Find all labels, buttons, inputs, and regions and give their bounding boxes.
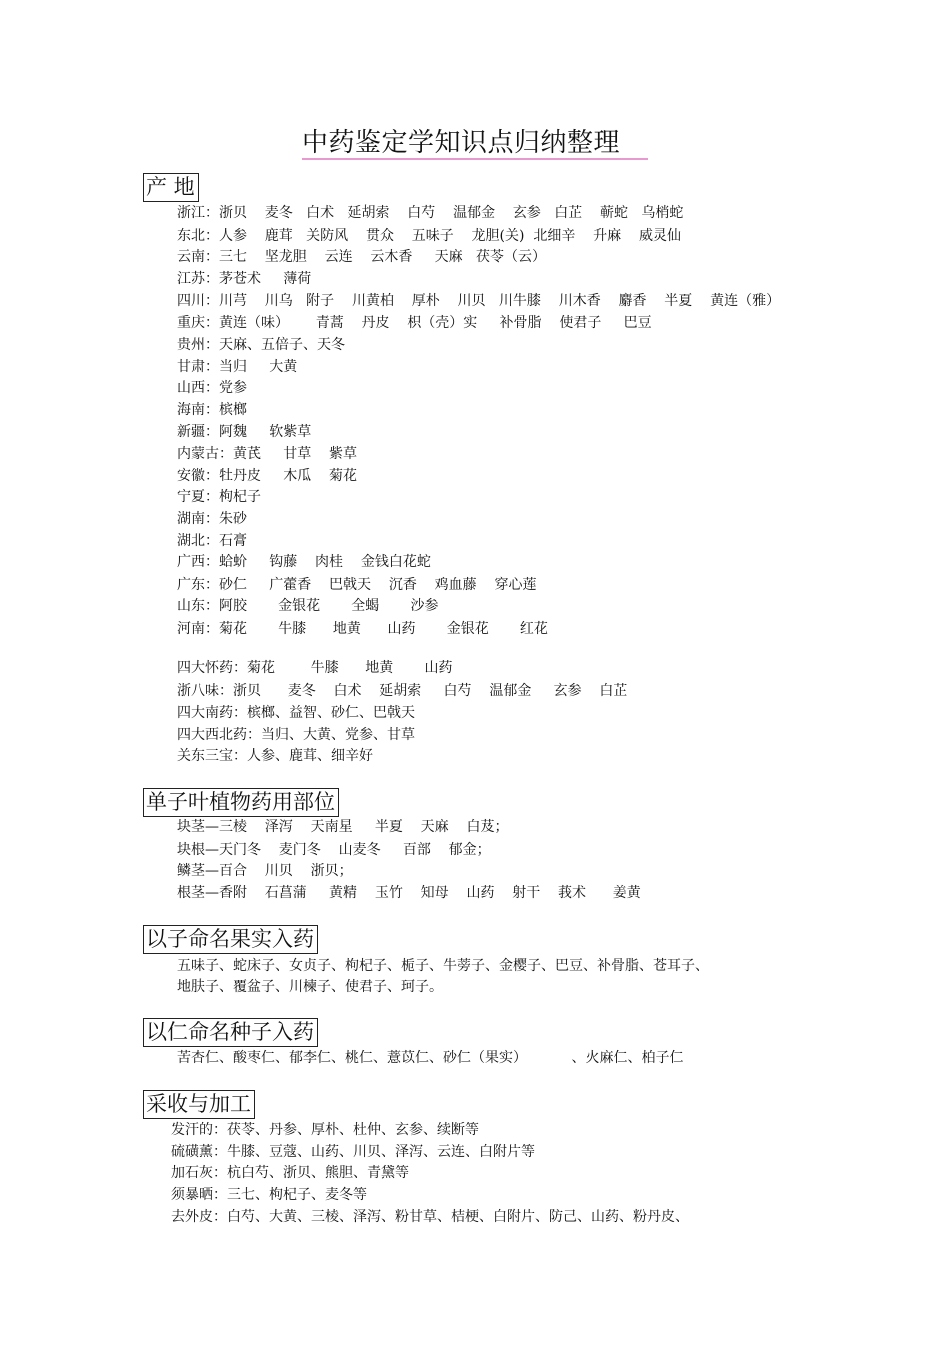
text-line: 浙八味：浙贝 麦冬 白术 延胡索 白芍 温郁金 玄参 白芷 (177, 683, 628, 699)
text-line: 安徽：牡丹皮 木瓜 菊花 (177, 468, 358, 484)
text-line: 四大西北药：当归、大黄、党参、甘草 (177, 727, 415, 743)
text-line: 河南：菊花 牛膝 地黄 山药 金银花 红花 (177, 621, 548, 637)
text-line: 鳞茎—百合 川贝 浙贝； (177, 863, 353, 879)
text-line: 湖南：朱砂 (177, 511, 247, 527)
text-line: 甘肃：当归 大黄 (177, 359, 298, 375)
section-heading-monocot: 单子叶植物药用部位 (143, 788, 339, 817)
text-line: 广东：砂仁 广藿香 巴戟天 沉香 鸡血藤 穿心莲 (177, 577, 537, 593)
text-line: 四大怀药：菊花 牛膝 地黄 山药 (177, 660, 453, 676)
text-line: 关东三宝：人参、鹿茸、细辛好 (177, 748, 373, 764)
text-line: 云南：三七 坚龙胆 云连 云木香 天麻 茯苓（云） (177, 249, 547, 265)
section-heading-processing: 采收与加工 (143, 1090, 255, 1119)
text-line: 贵州：天麻、五倍子、天冬 (177, 337, 345, 353)
text-line: 新疆：阿魏 软紫草 (177, 424, 312, 440)
page-title: 中药鉴定学知识点归纳整理 (302, 128, 621, 158)
text-line: 五味子、蛇床子、女贞子、枸杞子、栀子、牛蒡子、金樱子、巴豆、补骨脂、苍耳子、 (177, 958, 709, 974)
text-line: 加石灰：杭白芍、浙贝、熊胆、青黛等 (171, 1165, 409, 1181)
section-heading-zi-fruits: 以子命名果实入药 (143, 925, 318, 954)
text-line: 块根—天门冬 麦门冬 山麦冬 百部 郁金； (177, 842, 491, 858)
text-line: 东北：人参 鹿茸 关防风 贯众 五味子 龙胆(关) 北细辛 升麻 威灵仙 (177, 228, 681, 244)
text-line: 去外皮：白芍、大黄、三棱、泽泻、粉甘草、桔梗、白附片、防己、山药、粉丹皮、 (171, 1209, 689, 1225)
text-line: 浙江：浙贝 麦冬 白术 延胡索 白芍 温郁金 玄参 白芷 蕲蛇 乌梢蛇 (177, 205, 684, 221)
text-line: 湖北：石膏 (177, 533, 247, 549)
text-line: 块茎—三棱 泽泻 天南星 半夏 天麻 白芨； (177, 819, 509, 835)
text-line: 海南：槟榔 (177, 402, 247, 418)
text-line: 山西：党参 (177, 380, 247, 396)
text-line: 地肤子、覆盆子、川楝子、使君子、珂子。 (177, 979, 443, 995)
text-line: 四川：川芎 川乌 附子 川黄柏 厚朴 川贝 川牛膝 川木香 麝香 半夏 黄连（雅） (177, 293, 781, 309)
page-title-underline (302, 158, 648, 160)
text-line: 重庆：黄连（味） 青蒿 丹皮 枳（壳）实 补骨脂 使君子 巴豆 (177, 315, 652, 331)
text-line: 根茎—香附 石菖蒲 黄精 玉竹 知母 山药 射干 莪术 姜黄 (177, 885, 641, 901)
section-heading-ren-seeds: 以仁命名种子入药 (143, 1018, 318, 1047)
text-line: 须暴晒：三七、枸杞子、麦冬等 (171, 1187, 367, 1203)
section-heading-origin: 产 地 (143, 173, 199, 202)
text-line: 苦杏仁、酸枣仁、郁李仁、桃仁、薏苡仁、砂仁（果实） 、火麻仁、柏子仁 (177, 1050, 684, 1066)
text-line: 宁夏：枸杞子 (177, 489, 261, 505)
text-line: 山东：阿胶 金银花 全蝎 沙参 (177, 598, 439, 614)
text-line: 内蒙古：黄芪 甘草 紫草 (177, 446, 358, 462)
text-line: 四大南药：槟榔、益智、砂仁、巴戟天 (177, 705, 415, 721)
text-line: 江苏：茅苍术 薄荷 (177, 271, 312, 287)
text-line: 硫磺薰：牛膝、豆蔻、山药、川贝、泽泻、云连、白附片等 (171, 1144, 535, 1160)
text-line: 发汗的：茯苓、丹参、厚朴、杜仲、玄参、续断等 (171, 1122, 479, 1138)
text-line: 广西：蛤蚧 钩藤 肉桂 金钱白花蛇 (177, 554, 431, 570)
